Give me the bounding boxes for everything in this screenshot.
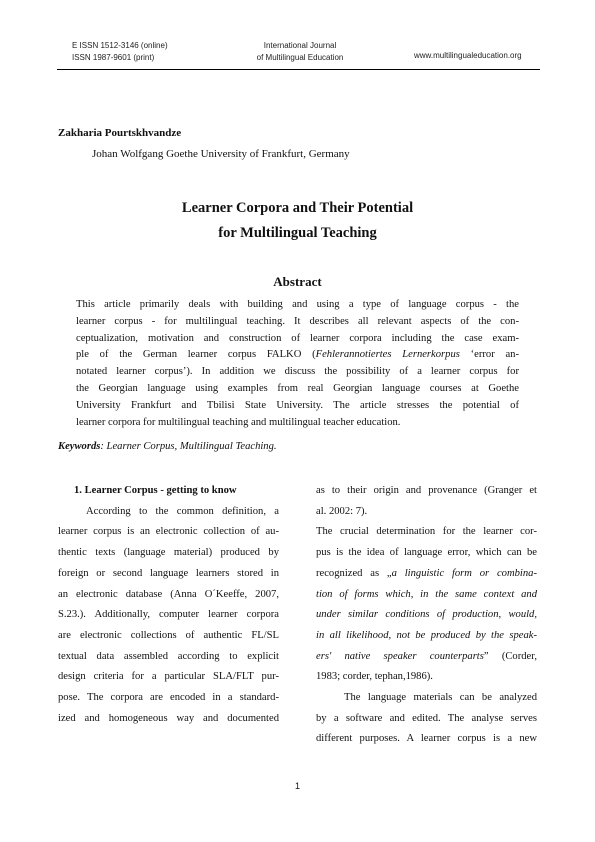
body-line: According to the common definition, a	[86, 505, 279, 517]
abstract-line: notated learner corpus’). In addition we discuss the possibility of a learner corpus for	[76, 366, 519, 378]
body-line	[316, 585, 537, 606]
body-line	[316, 605, 537, 626]
header-url[interactable]: www.multilingualeducation.org	[414, 51, 522, 60]
body-line: The language materials can be analyzed	[344, 692, 537, 704]
abstract-text: ‘error an-	[459, 349, 519, 361]
abstract-text: ple of the German learner corpus FALKO (	[76, 349, 316, 361]
header-issn-block	[72, 40, 168, 64]
abstract-body	[76, 297, 519, 431]
header-journal	[240, 40, 360, 64]
body-line: al. 2002: 7).	[316, 505, 368, 517]
header-eissn: E ISSN 1512-3146 (online)	[72, 41, 168, 50]
abstract-line: This article primarily deals with building and using a type of language corpus - the	[76, 299, 519, 310]
body-line	[316, 564, 537, 585]
keywords-label: Keywords	[58, 441, 101, 452]
author-affiliation: Johan Wolfgang Goethe University of Frankfurt, Germany	[92, 148, 350, 160]
body-text: ” (Corder,	[483, 650, 537, 662]
body-line: ized and homogeneous way and documented	[58, 712, 279, 724]
body-line: thentic texts (language material) produced by	[58, 547, 279, 559]
body-line: an electronic database (Anna O´Keeffe, 2007,	[58, 588, 279, 600]
keywords-text: : Learner Corpus, Multilingual Teaching.	[100, 441, 277, 452]
body-line: 1983; corder, tephan,1986).	[316, 671, 433, 683]
author-name: Zakharia Pourtskhvandze	[58, 127, 182, 139]
header-divider	[57, 69, 540, 70]
body-line: learner corpus is an electronic collection of au-	[58, 526, 279, 538]
body-line: textual data assembled according to explicit	[58, 650, 279, 662]
abstract-line: ceptualization, motivation and construction of learner corpora including the case exam-	[76, 332, 519, 344]
quote-text: in all likelihood, not be produced by the speak-	[316, 629, 537, 641]
quote-text: a linguistic form or combina-	[391, 567, 537, 579]
keywords	[58, 441, 277, 452]
page-number: 1	[294, 781, 300, 791]
body-line: are electronic collections of authentic FL/SL	[58, 629, 279, 641]
abstract-line: learner corpora for multilingual teaching and multilingual teacher education.	[76, 416, 401, 428]
body-line: different purposes. A learner corpus is a new	[316, 733, 537, 745]
title-line-2: for Multilingual Teaching	[218, 225, 377, 241]
body-line: The crucial determination for the learner cor-	[316, 526, 537, 538]
abstract-line: the Georgian language using examples from real Georgian language courses at Goethe	[76, 382, 519, 394]
body-line: foreign or second language learners stored in	[58, 567, 279, 579]
header-issn: ISSN 1987-9601 (print)	[72, 53, 155, 62]
body-line: design criteria for a particular SLA/FLT pur-	[58, 671, 279, 683]
column-right	[316, 481, 537, 750]
body-line: pus is the idea of language error, which can be	[316, 547, 537, 559]
header-journal-line1: International Journal	[263, 41, 337, 50]
column-left	[58, 481, 279, 729]
body-line	[316, 626, 537, 647]
quote-text: ers' native speaker counterparts	[316, 650, 484, 662]
section-heading: 1. Learner Corpus - getting to know	[74, 485, 237, 496]
falko-expansion: Fehlerannotiertes Lernerkorpus	[315, 349, 460, 361]
quote-text: tion of forms which, in the same context and	[316, 588, 537, 600]
body-line: as to their origin and provenance (Granger et	[316, 485, 537, 496]
body-line: pose. The corpora are encoded in a standard-	[58, 692, 279, 704]
body-text: recognized as „	[316, 567, 392, 579]
body-line: S.23.). Additionally, computer learner corpora	[58, 609, 279, 621]
body-line: by a software and edited. The analyse serves	[316, 712, 537, 724]
abstract-line: learner corpus - for multilingual teaching. It describes all relevant aspects of the con-	[76, 315, 519, 327]
quote-text: under similar conditions of production, would,	[316, 609, 537, 621]
abstract-line	[76, 347, 519, 364]
body-line	[316, 647, 537, 668]
abstract-line: University Frankfurt and Tbilisi State University. The article stresses the potential of	[76, 399, 519, 411]
header-journal-line2: of Multilingual Education	[256, 53, 344, 62]
article-title	[0, 196, 595, 246]
abstract-heading: Abstract	[273, 274, 322, 289]
title-line-1: Learner Corpora and Their Potential	[181, 200, 414, 216]
